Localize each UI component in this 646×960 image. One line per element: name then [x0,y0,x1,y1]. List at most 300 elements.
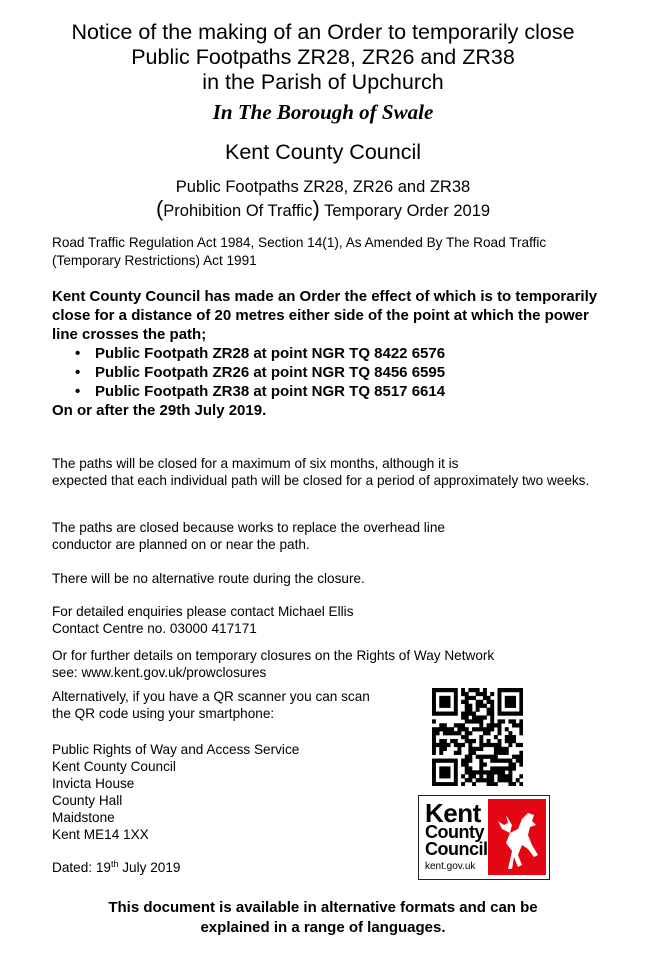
qr-module [457,723,461,727]
qr-module [457,731,461,735]
qr-module [498,747,502,751]
further-line: Or for further details on temporary closures on the Rights of Way Network [52,648,495,663]
qr-module [472,747,476,751]
qr-module [508,762,512,766]
qr-module [494,755,498,759]
qr-module [512,739,516,743]
dated-suffix: July 2019 [118,860,181,875]
qr-module [468,731,472,735]
qr-module [472,715,476,719]
qr-module [450,688,454,692]
logo-line2: County [425,822,484,842]
qr-module [487,770,491,774]
qr-module [490,715,494,719]
qr-module [457,743,461,747]
qr-module [512,755,516,759]
qr-module [490,723,494,727]
footpath-list [52,344,612,401]
qr-module [483,692,487,696]
qr-module [490,727,494,731]
qr-module [461,688,465,692]
qr-module [479,735,483,739]
qr-module [505,735,509,739]
qr-module [447,700,451,704]
qr-module [432,778,436,782]
qr-module [508,778,512,782]
qr-module [512,712,516,716]
qr-module [494,747,498,751]
prohibition-text: Prohibition Of Traffic [163,202,313,220]
qr-module [483,727,487,731]
qr-module [443,739,447,743]
qr-module [519,751,523,755]
qr-module [490,704,494,708]
qr-module [432,692,436,696]
qr-module [450,739,454,743]
qr-module [498,731,502,735]
enquiries-contact: For detailed enquiries please contact Michael Ellis [52,604,354,619]
qr-module [432,727,436,731]
qr-module [450,712,454,716]
close-paren: ) [312,196,320,221]
address-line: County Hall [52,793,123,808]
qr-module [465,696,469,700]
qr-module [501,759,505,763]
qr-module [454,692,458,696]
qr-module [461,715,465,719]
qr-module [516,723,520,727]
qr-module [432,762,436,766]
qr-module [465,719,469,723]
qr-module [465,715,469,719]
list-item-text: Public Footpath ZR38 at point NGR TQ 8517 6614 [95,383,446,400]
logo-url: kent.gov.uk [425,861,476,872]
qr-module [512,735,516,739]
title-line: in the Parish of Upchurch [202,70,444,94]
qr-module [465,700,469,704]
further-details-paragraph [52,647,592,681]
qr-module [498,759,502,763]
qr-module [454,766,458,770]
qr-module [476,727,480,731]
qr-module [450,727,454,731]
qr-module [483,770,487,774]
qr-module [472,770,476,774]
qr-module [479,700,483,704]
qr-module [454,696,458,700]
qr-module [490,770,494,774]
qr-module [505,700,509,704]
qr-module [439,743,443,747]
qr-module [443,731,447,735]
qr-module [505,751,509,755]
qr-module [483,731,487,735]
qr-module [479,762,483,766]
qr-module [468,766,472,770]
qr-module [487,727,491,731]
borough-heading: In The Borough of Swale [212,100,434,124]
qr-module [443,774,447,778]
qr-module [508,712,512,716]
contact-centre-number: Contact Centre no. 03000 417171 [52,621,257,636]
qr-module [505,688,509,692]
qr-module [468,719,472,723]
qr-module [512,704,516,708]
bullet-icon: • [75,383,81,400]
duration-line: The paths will be closed for a maximum of six months, although it is [52,456,459,471]
qr-module [443,759,447,763]
qr-module [468,708,472,712]
order-intro: Kent County Council has made an Order the effect of which is to temporarily close for a distance of 20 metres either side of the point at which the power line crosses the path; [52,288,598,343]
qr-module [432,700,436,704]
qr-module [494,723,498,727]
qr-module [454,739,458,743]
qr-module [465,727,469,731]
qr-module [487,778,491,782]
qr-module [439,739,443,743]
qr-module [483,755,487,759]
qr-module [508,700,512,704]
qr-module [494,759,498,763]
qr-module [476,747,480,751]
qr-module [494,743,498,747]
qr-module [432,712,436,716]
qr-module [501,747,505,751]
qr-module [505,727,509,731]
qr-module [508,770,512,774]
qr-module [443,766,447,770]
qr-module [479,739,483,743]
qr-module [479,755,483,759]
qr-module [498,688,502,692]
qr-module [472,739,476,743]
duration-line: expected that each individual path will be closed for a period of approximately two weeks. [52,473,590,488]
qr-module [487,731,491,735]
qr-module [505,696,509,700]
qr-module [447,688,451,692]
qr-module [432,688,436,692]
qr-module [465,731,469,735]
qr-module [454,723,458,727]
qr-module [468,743,472,747]
qr-module [498,700,502,704]
qr-module [436,782,440,786]
qr-module [501,766,505,770]
logo-line1: Kent [425,798,481,828]
qr-module [432,696,436,700]
qr-module [468,759,472,763]
qr-module [447,704,451,708]
qr-module [454,762,458,766]
logo-line3: Council [425,839,488,859]
qr-module [468,770,472,774]
qr-module [457,751,461,755]
qr-module [432,731,436,735]
qr-module [439,727,443,731]
qr-module [512,723,516,727]
qr-module [465,708,469,712]
qr-module [443,743,447,747]
qr-module [465,712,469,716]
qr-module [490,755,494,759]
qr-module [498,719,502,723]
qr-module [501,688,505,692]
qr-module [472,782,476,786]
list-item [52,344,612,363]
qr-module [519,688,523,692]
qr-module [476,770,480,774]
horse-emblem-icon [488,799,546,875]
qr-module [490,700,494,704]
qr-module [439,723,443,727]
qr-module [519,755,523,759]
qr-module [457,747,461,751]
qr-module [461,762,465,766]
qr-module [508,719,512,723]
qr-module [487,774,491,778]
qr-module [494,770,498,774]
qr-module [479,759,483,763]
qr-module [436,743,440,747]
qr-module [498,778,502,782]
bullet-icon: • [75,364,81,381]
qr-module [483,715,487,719]
qr-module [505,704,509,708]
qr-module [447,731,451,735]
qr-module [508,735,512,739]
qr-module [501,770,505,774]
qr-module [490,774,494,778]
qr-module [454,708,458,712]
qr-module [447,770,451,774]
qr-module [447,782,451,786]
qr-module [472,712,476,716]
qr-module [479,715,483,719]
qr-module [465,739,469,743]
qr-module [461,712,465,716]
qr-module [490,708,494,712]
qr-module [461,782,465,786]
qr-module [519,719,523,723]
qr-module [461,743,465,747]
qr-module [508,774,512,778]
qr-module [472,696,476,700]
qr-module [443,696,447,700]
qr-module [454,759,458,763]
qr-module [476,708,480,712]
address-line: Public Rights of Way and Access Service [52,742,300,757]
list-item [52,363,612,382]
title-line: Notice of the making of an Order to temporarily close [71,20,575,44]
qr-module [468,755,472,759]
qr-module [483,762,487,766]
qr-module [468,704,472,708]
qr-line: Alternatively, if you have a QR scanner you can scan [52,689,370,704]
qr-module [450,782,454,786]
qr-module [432,751,436,755]
qr-module [465,692,469,696]
qr-module [512,719,516,723]
open-paren: ( [155,196,164,221]
order-title-line2 [0,198,646,222]
qr-module [512,700,516,704]
qr-module [439,700,443,704]
qr-module [505,774,509,778]
qr-module [487,700,491,704]
qr-module [439,688,443,692]
qr-module [479,774,483,778]
qr-module [454,782,458,786]
qr-module [508,759,512,763]
kent-county-council-logo [418,795,550,880]
qr-module [454,688,458,692]
qr-module [439,751,443,755]
qr-module [490,782,494,786]
order-title-tail: Temporary Order 2019 [319,202,491,220]
qr-module [494,751,498,755]
qr-module [439,770,443,774]
qr-module [498,743,502,747]
qr-module [454,751,458,755]
qr-module [461,723,465,727]
order-title [0,176,646,222]
qr-module [519,696,523,700]
qr-module [457,727,461,731]
qr-module [461,735,465,739]
qr-module [516,759,520,763]
qr-module [519,704,523,708]
qr-code-graphic [432,688,523,786]
qr-module [487,712,491,716]
qr-module [494,735,498,739]
qr-module [519,727,523,731]
qr-module [490,692,494,696]
qr-module [505,766,509,770]
qr-module [498,751,502,755]
qr-module [461,727,465,731]
qr-module [436,727,440,731]
qr-module [465,755,469,759]
qr-module [476,755,480,759]
qr-module [432,735,436,739]
logo-wordmark [425,798,488,859]
qr-module [483,688,487,692]
qr-module [501,774,505,778]
qr-module [468,712,472,716]
qr-module [519,700,523,704]
qr-module [447,743,451,747]
qr-module [508,782,512,786]
qr-module [498,708,502,712]
qr-module [454,774,458,778]
qr-module [487,708,491,712]
qr-module [498,696,502,700]
qr-module [490,778,494,782]
qr-module [519,782,523,786]
qr-module [476,692,480,696]
qr-module [432,782,436,786]
qr-module [436,731,440,735]
address-line: Maidstone [52,810,115,825]
qr-module [501,712,505,716]
qr-module [468,747,472,751]
qr-module [487,743,491,747]
qr-module [508,696,512,700]
qr-module [465,762,469,766]
qr-module [487,782,491,786]
further-link: see: www.kent.gov.uk/prowclosures [52,665,267,680]
dated-prefix: Dated: 19 [52,860,111,875]
qr-module [490,719,494,723]
qr-module [476,704,480,708]
qr-module [432,774,436,778]
address-line: Kent ME14 1XX [52,827,149,842]
qr-module [487,696,491,700]
qr-module [447,727,451,731]
qr-module [432,719,436,723]
address-line: Invicta House [52,776,135,791]
qr-paragraph [52,688,412,722]
list-item-text: Public Footpath ZR28 at point NGR TQ 8422 6576 [95,345,446,362]
order-title-line1: Public Footpaths ZR28, ZR26 and ZR38 [175,178,471,196]
qr-module [439,766,443,770]
address-block [52,741,392,843]
qr-module [439,712,443,716]
qr-module [468,778,472,782]
qr-module [487,723,491,727]
qr-module [479,743,483,747]
qr-module [432,739,436,743]
qr-module [468,696,472,700]
qr-module [483,704,487,708]
qr-module [479,727,483,731]
qr-module [498,766,502,770]
qr-module [443,770,447,774]
qr-module [498,723,502,727]
act-reference: Road Traffic Regulation Act 1984, Section 14(1), As Amended By The Road Traffic (Temporary Restrictions) Act 1991 [52,235,547,268]
qr-module [432,747,436,751]
list-item [52,382,612,401]
qr-module [516,712,520,716]
qr-module [436,688,440,692]
qr-module [519,723,523,727]
qr-module [476,688,480,692]
qr-module [443,704,447,708]
qr-module [436,759,440,763]
qr-module [512,762,516,766]
qr-module [490,766,494,770]
alternative-formats-footer [0,898,646,938]
qr-module [443,712,447,716]
qr-module [468,739,472,743]
qr-module [472,751,476,755]
qr-module [472,719,476,723]
qr-module [512,766,516,770]
reason-line: conductor are planned on or near the path. [52,537,310,552]
qr-module [476,778,480,782]
qr-module [443,747,447,751]
qr-module [519,759,523,763]
qr-module [439,704,443,708]
qr-module [461,759,465,763]
qr-module [439,774,443,778]
qr-module [501,719,505,723]
council-heading: Kent County Council [225,140,421,164]
qr-module [476,700,480,704]
qr-module [476,719,480,723]
qr-module [505,747,509,751]
qr-module [519,743,523,747]
